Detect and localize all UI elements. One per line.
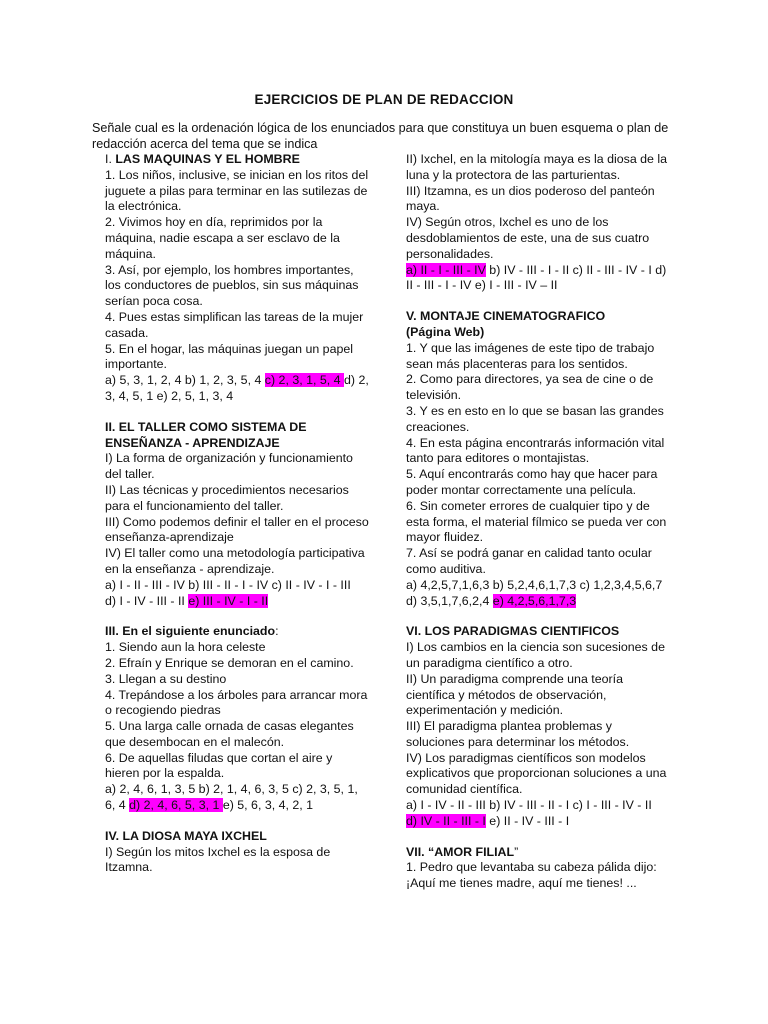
highlighted-answer: d) 2, 4, 6, 5, 3, 1 bbox=[129, 798, 223, 813]
answer-options: a) 2, 4, 6, 1, 3, 5 b) 2, 1, 4, 6, 3, 5 c) 2, 3, 5, 1, 6, 4 bbox=[105, 782, 358, 813]
highlighted-answer: e) 4,2,5,6,1,7,3 bbox=[492, 593, 577, 608]
section-2-answers: a) I - II - III - IV b) III - II - I - IV c) II - IV - I - III bbox=[105, 577, 351, 592]
section-5-item: 6. Sin cometer errores de cualquier tipo y de esta forma, el material fílmico se pueda ver con mayor fluidez. bbox=[406, 498, 667, 545]
section-4-answers bbox=[406, 263, 668, 295]
section-3-title: III. En el siguiente enunciado bbox=[105, 624, 276, 639]
section-3-item: 1. Siendo aun la hora celeste bbox=[105, 640, 266, 655]
section-5-item: 1. Y que las imágenes de este tipo de trabajo sean más placenteras para los sentidos. bbox=[406, 340, 655, 371]
section-6-item: IV) Los paradigmas científicos son modelos explicativos que proporcionan soluciones a una comunidad científica. bbox=[406, 750, 667, 797]
section-4-item: I) Según los mitos Ixchel es la esposa de Itzamna. bbox=[105, 844, 331, 875]
section-4-item: IV) Según otros, Ixchel es uno de los desdoblamientos de este, una de sus cuatro personalidades. bbox=[406, 215, 650, 261]
section-5-item: 3. Y es en esto en lo que se basan las grandes creaciones. bbox=[406, 403, 664, 434]
answer-options: d) 2, 3, 4, 5, 1 e) 2, 5, 1, 3, 4 bbox=[105, 373, 369, 403]
section-2-heading bbox=[105, 420, 370, 452]
section-3-heading bbox=[105, 624, 370, 640]
highlighted-answer: d) IV - II - III - I bbox=[406, 813, 486, 828]
section-7-quote: ” bbox=[514, 844, 519, 859]
section-2-item: II) Las técnicas y procedimientos necesarios para el funcionamiento del taller. bbox=[105, 482, 349, 513]
answer-options: a) 4,2,5,7,1,6,3 b) 5,2,4,6,1,7,3 c) 1,2,3,4,5,6,7 d) 3,5,1,7,6,2,4 bbox=[406, 577, 663, 608]
highlighted-answer: e) III - IV - I - II bbox=[188, 593, 269, 608]
section-3-item: 4. Trepándose a los árboles para arrancar mora o recogiendo piedras bbox=[105, 687, 368, 718]
section-5-title: V. MONTAJE CINEMATOGRAFICO bbox=[406, 309, 606, 324]
section-1-answers bbox=[105, 373, 370, 405]
answer-options: a) 5, 3, 1, 2, 4 b) 1, 2, 3, 5, 4 bbox=[105, 373, 265, 388]
section-5-item: 7. Así se podrá ganar en calidad tanto ocular como auditiva. bbox=[406, 546, 652, 576]
section-3-item: 2. Efraín y Enrique se demoran en el camino. bbox=[105, 655, 354, 670]
section-4-item: II) Ixchel, en la mitología maya es la diosa de la luna y la protectora de las parturientas. bbox=[406, 152, 668, 182]
highlighted-answer: a) II - I - III - IV bbox=[406, 262, 486, 277]
section-1-number: I. bbox=[105, 152, 116, 166]
section-5-heading bbox=[406, 309, 668, 325]
right-column bbox=[406, 152, 668, 892]
section-1-item: 2. Vivimos hoy en día, reprimidos por la máquina, nadie escapa a ser esclavo de la máquina. bbox=[105, 215, 340, 261]
section-4-item: III) Itzamna, es un dios poderoso del panteón maya. bbox=[406, 183, 655, 214]
section-2-item: I) La forma de organización y funcionamiento del taller. bbox=[105, 451, 353, 482]
section-6-answers bbox=[406, 814, 668, 830]
section-1-item: 3. Así, por ejemplo, los hombres importantes, los conductores de pueblos, sin sus máquinas serían poca cosa. bbox=[105, 262, 359, 309]
section-6-item: II) Un paradigma comprende una teoría científica y métodos de observación, experimentación y medición. bbox=[406, 671, 623, 718]
section-5-subheading bbox=[406, 325, 668, 341]
document-title: EJERCICIOS DE PLAN DE REDACCION bbox=[254, 92, 514, 107]
answer-options: b) IV - III - I - II c) II - III - IV - I d) II - III - I - IV e) I - III - IV – II bbox=[406, 262, 667, 293]
left-column bbox=[105, 152, 370, 876]
highlighted-answer: c) 2, 3, 1, 5, 4 bbox=[264, 373, 344, 388]
section-5-answers bbox=[406, 578, 668, 610]
section-6-item: III) El paradigma plantea problemas y soluciones para determinar los métodos. bbox=[406, 719, 630, 749]
section-1-item: 5. En el hogar, las máquinas juegan un papel importante. bbox=[105, 341, 353, 372]
section-2-item: III) Como podemos definir el taller en el proceso enseñanza-aprendizaje bbox=[105, 514, 369, 545]
section-1-item: 1. Los niños, inclusive, se inician en los ritos del juguete a pilas para terminar en las sutilezas de la electrónica. bbox=[105, 167, 369, 214]
section-4-heading bbox=[105, 829, 370, 845]
section-6-answers: a) I - IV - II - III b) IV - III - II - I c) I - III - IV - II bbox=[406, 798, 652, 813]
section-6-item: I) Los cambios en la ciencia son sucesiones de un paradigma científico a otro. bbox=[406, 640, 665, 670]
answer-options: d) I - IV - III - II bbox=[105, 593, 189, 608]
answer-options: e) 5, 6, 3, 4, 2, 1 bbox=[222, 798, 314, 813]
section-5-item: 4. En esta página encontrarás información vital tanto para editores o montajistas. bbox=[406, 435, 665, 466]
section-1-title: LAS MAQUINAS Y EL HOMBRE bbox=[115, 152, 300, 166]
section-6-heading bbox=[406, 624, 668, 640]
section-7-heading bbox=[406, 845, 668, 861]
instructions-paragraph: Señale cual es la ordenación lógica de los enunciados para que constituya un buen esquema o plan de redacción acerca del tema que se indica bbox=[92, 121, 669, 151]
section-5-subtitle: (Página Web) bbox=[406, 324, 485, 339]
section-3-colon: : bbox=[275, 624, 279, 639]
section-7-item: 1. Pedro que levantaba su cabeza pálida dijo: ¡Aquí me tienes madre, aquí me tienes! ... bbox=[406, 860, 657, 891]
section-3-answers bbox=[105, 782, 370, 814]
section-2-item: IV) El taller como una metodología participativa en la enseñanza - aprendizaje. bbox=[105, 546, 365, 576]
section-1-heading bbox=[105, 152, 370, 168]
section-3-item: 6. De aquellas filudas que cortan el aire y hieren por la espalda. bbox=[105, 750, 333, 781]
section-6-title: VI. LOS PARADIGMAS CIENTIFICOS bbox=[406, 624, 620, 639]
section-5-item: 5. Aquí encontrarás como hay que hacer para poder montar correctamente una película. bbox=[406, 467, 658, 497]
section-1-item: 4. Pues estas simplifican las tareas de la mujer casada. bbox=[105, 309, 364, 340]
section-2-title: II. EL TALLER COMO SISTEMA DE ENSEÑANZA - APRENDIZAJE bbox=[105, 419, 307, 450]
section-2-answers bbox=[105, 594, 370, 610]
section-3-item: 3. Llegan a su destino bbox=[105, 671, 227, 686]
section-7-title: VII. “AMOR FILIAL bbox=[406, 844, 515, 859]
section-4-title: IV. LA DIOSA MAYA IXCHEL bbox=[105, 828, 267, 843]
section-5-item: 2. Como para directores, ya sea de cine o de televisión. bbox=[406, 372, 654, 403]
answer-options: e) II - IV - III - I bbox=[485, 813, 570, 828]
section-3-item: 5. Una larga calle ornada de casas elegantes que desembocan en el malecón. bbox=[105, 719, 354, 749]
